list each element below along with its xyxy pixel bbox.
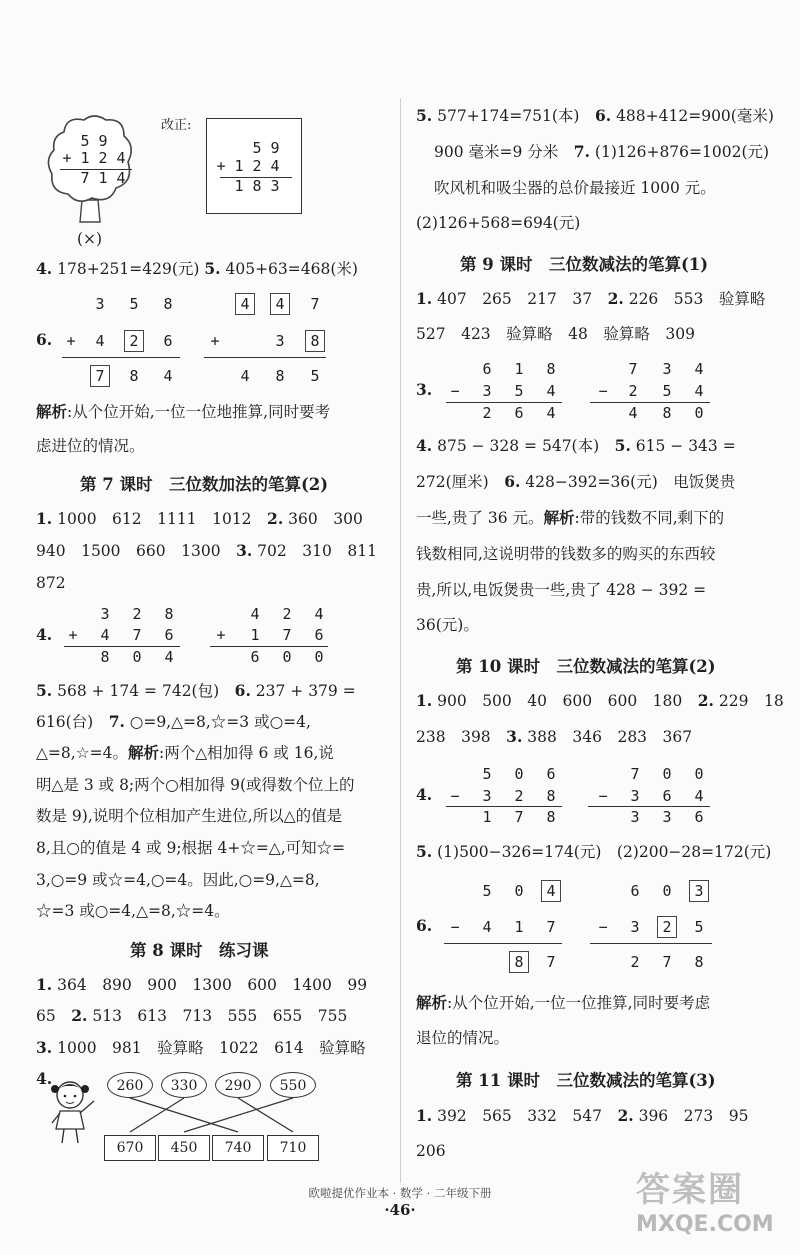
q6a-plus: +: [66, 332, 76, 350]
s7-line-11: 3,○=9 或☆=4,○=4。因此,○=9,△=8,: [36, 871, 320, 889]
s9-3b-r3-d1: 4: [628, 404, 638, 422]
q6b-r3-d1: 4: [240, 367, 250, 385]
q6-analysis-line2: 虑进位的情况。: [36, 437, 145, 455]
s7-q2-num: 2.: [267, 509, 284, 528]
s10-6a-r2-d1: 4: [482, 918, 492, 936]
s7-4b-r2-d3: 6: [314, 626, 324, 644]
s10-q2-text: 229 18: [713, 692, 784, 710]
q6a-r3-d3: 4: [163, 367, 173, 385]
s10-analysis-text: :从个位开始,一位一位推算,同时要考虑: [447, 994, 711, 1012]
q6a-r3-d1: 7: [95, 367, 105, 385]
s7-q6-num: 6.: [234, 681, 251, 700]
s7-q6-cont: 616(台): [36, 713, 109, 731]
s10-6a-r3-d2: 8: [514, 953, 524, 971]
s10-q3-text: 388 346 283 367: [522, 728, 693, 746]
r-q6-cont: 900 毫米=9 分米: [434, 143, 574, 161]
girl-illustration: [44, 1075, 100, 1147]
section-heading-lesson-10: 第 10 课时 三位数减法的笔算(2): [456, 657, 716, 676]
s11-line-1: [416, 1106, 748, 1126]
oval-330: 330: [161, 1072, 207, 1098]
r-line-2: [434, 142, 769, 162]
r-line-4: (2)126+568=694(元): [416, 214, 581, 232]
s8-q1-text: 364 890 900 1300 600 1400 99: [52, 976, 368, 994]
r-line-1: [416, 106, 774, 126]
q6-num: 6.: [36, 330, 53, 349]
s9-line-4: [416, 436, 736, 456]
r-q7-num: 7.: [573, 142, 590, 161]
oval-290: 290: [215, 1072, 261, 1098]
s9-q1-text: 407 265 217 37: [432, 290, 608, 308]
s9-3b-minus: −: [598, 382, 608, 400]
q6b-r3-d2: 8: [275, 367, 285, 385]
s9-line-8: 贵,所以,电饭煲贵一些,贵了 428 − 392 =: [416, 581, 707, 599]
s9-q2-num: 2.: [607, 289, 624, 308]
s8-q4-num: 4.: [36, 1069, 53, 1088]
s9-q4-num: 4.: [416, 436, 433, 455]
q6b-rule: [204, 357, 326, 358]
rect-710: 710: [267, 1135, 319, 1161]
section-heading-lesson-8: 第 8 课时 练习课: [130, 941, 269, 960]
s7-q1-text: 1000 612 1111 1012: [52, 510, 268, 528]
s10-6a-minus: −: [450, 918, 460, 936]
s10-4a-minus: −: [450, 787, 460, 805]
s10-6b-r2-d2: 2: [662, 918, 672, 936]
rect-740: 740: [212, 1135, 264, 1161]
s8-q2-num: 2.: [71, 1006, 88, 1025]
s9-q2-text: 226 553 验算略: [623, 290, 766, 308]
oval-550: 550: [270, 1072, 316, 1098]
s7-q7-text: ○=9,△=8,☆=3 或○=4,: [124, 713, 311, 731]
s10-q5-text: (1)500−326=174(元) (2)200−28=172(元): [432, 843, 772, 861]
s10-6b-r2-d3: 5: [694, 918, 704, 936]
r-q6-text: 488+412=900(毫米): [611, 107, 774, 125]
s9-3b-r1-d3: 4: [694, 360, 704, 378]
s7-line-8: 明△是 3 或 8;两个○相加得 9(或得数个位上的: [36, 776, 355, 794]
analysis-text: :从个位开始,一位一位地推算,同时要考: [67, 403, 331, 421]
q5-text: 405+63=468(米): [220, 260, 358, 278]
r-line-3: 吹风机和吸尘器的总价最接近 1000 元。: [434, 179, 716, 197]
s10-4b-r2-d2: 6: [662, 787, 672, 805]
s7-q7-cont: △=8,☆=4。: [36, 744, 128, 762]
s7-4b-r3-d2: 0: [282, 648, 292, 666]
tree-calc-r1-d1: 5: [80, 132, 90, 150]
tree-calc-r3-d3: 4: [116, 169, 126, 187]
s9-q6-text: 428−392=36(元) 电饭煲贵: [520, 473, 736, 491]
s9-q4-text: 875 − 328 = 547(本): [432, 437, 615, 455]
s7-4a-r3-d1: 8: [100, 648, 110, 666]
s8-line-2: [36, 1006, 347, 1026]
s10-analysis-line1: [416, 993, 710, 1013]
s10-analysis-line2: 退位的情况。: [416, 1029, 510, 1047]
s10-6b-r1-d1: 6: [630, 882, 640, 900]
analysis-label: 解析: [127, 743, 159, 762]
s7-line-5: [36, 681, 356, 701]
s10-4b-r3-d2: 3: [662, 808, 672, 826]
s7-q2-cont: 940 1500 660 1300: [36, 542, 237, 560]
s10-4a-r1-d2: 0: [514, 765, 524, 783]
s7-4b-r2-d2: 7: [282, 626, 292, 644]
s9-3a-r2-d2: 5: [514, 382, 524, 400]
s9-line-6: [416, 508, 724, 528]
s9-3b-r2-d3: 4: [694, 382, 704, 400]
q6a-r3-d2: 8: [129, 367, 139, 385]
analysis-label: 解析: [36, 402, 68, 421]
s9-q6-num: 6.: [504, 472, 521, 491]
s10-q3-num: 3.: [506, 727, 523, 746]
s7-line-6: [36, 712, 311, 732]
s7-4a-r2-d2: 7: [132, 626, 142, 644]
s7-4a-r3-d3: 4: [164, 648, 174, 666]
q4-text: 178+251=429(元): [52, 260, 205, 278]
s9-3b-r1-d1: 7: [628, 360, 638, 378]
s9-3b-r2-d1: 2: [628, 382, 638, 400]
rect-450: 450: [158, 1135, 210, 1161]
r-q7-text: (1)126+876=1002(元): [589, 143, 770, 161]
s7-line-9: 数是 9),说明个位相加产生进位,所以△的值是: [36, 807, 343, 825]
s7-4b-r1-d2: 2: [282, 605, 292, 623]
r-q6-num: 6.: [594, 106, 612, 125]
s7-q3-text: 702 310 811: [252, 542, 377, 560]
analysis-label: 解析: [543, 508, 575, 527]
fix-r1-d1: 5: [252, 139, 262, 157]
q6b-r2-d3: 8: [310, 332, 320, 350]
tree-calc-r2-d3: 4: [116, 149, 126, 167]
s7-line-12: ☆=3 或○=4,△=8,☆=4。: [36, 902, 230, 920]
s7-line-2: [36, 541, 377, 561]
fix-plus: +: [216, 157, 226, 175]
s7-line-10: 8,且○的值是 4 或 9;根据 4+☆=△,可知☆=: [36, 839, 346, 857]
tree-mark: (×): [77, 230, 103, 248]
fix-label: 改正:: [161, 118, 192, 133]
q4-num: 4.: [36, 259, 53, 278]
s7-4b-r1-d1: 4: [250, 605, 260, 623]
oval-260: 260: [107, 1072, 153, 1098]
s10-4a-r2-d1: 3: [482, 787, 492, 805]
s8-line-1: [36, 975, 367, 995]
s9-q1-num: 1.: [416, 289, 433, 308]
s10-4a-r2-d2: 2: [514, 787, 524, 805]
s10-6a-r3-d3: 7: [546, 953, 556, 971]
s8-line-3: [36, 1038, 366, 1058]
s10-6a-rule: [444, 943, 562, 944]
s10-4b-r1-d1: 7: [630, 765, 640, 783]
s10-4a-r2-d3: 8: [546, 787, 556, 805]
fix-r3-d1: 1: [234, 177, 244, 195]
fix-r2-d1: 1: [234, 157, 244, 175]
s10-q1-text: 900 500 40 600 600 180: [432, 692, 698, 710]
s10-q2-num: 2.: [697, 691, 714, 710]
s7-4b-r3-d1: 6: [250, 648, 260, 666]
q6b-plus: +: [210, 332, 220, 350]
s9-line-9: 36(元)。: [416, 616, 479, 634]
q6a-r2-d3: 6: [163, 332, 173, 350]
s7-q3-num: 3.: [236, 541, 253, 560]
q6a-rule: [62, 357, 180, 358]
s10-6b-r3-d2: 7: [662, 953, 672, 971]
s9-3a-r3-d3: 4: [546, 404, 556, 422]
q5-num: 5.: [204, 259, 221, 278]
s9-3a-r2-d3: 4: [546, 382, 556, 400]
fix-r3-d3: 3: [270, 177, 280, 195]
s9-q3-num: 3.: [416, 380, 433, 399]
s10-q1-num: 1.: [416, 691, 433, 710]
footer-book-title: 欧啦提优作业本 · 数学 · 二年级下册: [308, 1186, 492, 1200]
s10-4a-r3-d2: 7: [514, 808, 524, 826]
s7-q6-text: 237 + 379 =: [250, 682, 356, 700]
s10-q4-num: 4.: [416, 785, 433, 804]
analysis-label: 解析: [416, 993, 448, 1012]
tree-calc-r1-d2: 9: [98, 132, 108, 150]
s9-3a-r1-d1: 6: [482, 360, 492, 378]
s10-line-2: [416, 727, 692, 747]
s7-analysis-text: :两个△相加得 6 或 16,说: [158, 744, 334, 762]
s10-6a-r2-d3: 7: [546, 918, 556, 936]
s10-q2-cont: 238 398: [416, 728, 507, 746]
s9-3a-r2-d1: 3: [482, 382, 492, 400]
tree-calc-r2-d1: 1: [80, 149, 90, 167]
s7-4a-r1-d3: 8: [164, 605, 174, 623]
s7-4a-r2-d1: 4: [100, 626, 110, 644]
q6a-r1-d2: 5: [129, 295, 139, 313]
s7-4a-r1-d1: 3: [100, 605, 110, 623]
s10-4b-r1-d2: 0: [662, 765, 672, 783]
s10-6b-r1-d3: 3: [694, 882, 704, 900]
s9-3a-r3-d1: 2: [482, 404, 492, 422]
s10-4b-r1-d3: 0: [694, 765, 704, 783]
page-number: ·46·: [384, 1201, 416, 1219]
s10-6a-r1-d1: 5: [482, 882, 492, 900]
section-heading-lesson-9: 第 9 课时 三位数减法的笔算(1): [460, 255, 709, 274]
q6-analysis-line1: [36, 402, 330, 422]
s9-line-7: 钱数相同,这说明带的钱数多的购买的东西较: [416, 545, 716, 563]
s9-3a-minus: −: [450, 382, 460, 400]
s10-4a-r1-d3: 6: [546, 765, 556, 783]
s7-line-3: 872: [36, 574, 66, 592]
s10-6a-r1-d3: 4: [546, 882, 556, 900]
s9-3b-r3-d3: 0: [694, 404, 704, 422]
s8-q3-num: 3.: [36, 1038, 53, 1057]
s7-4b-r2-d1: 1: [250, 626, 260, 644]
tree-calc-r2-d2: 2: [98, 149, 108, 167]
s11-q1-text: 392 565 332 547: [432, 1107, 618, 1125]
q6b-r2-d2: 3: [275, 332, 285, 350]
fix-r2-d3: 4: [270, 157, 280, 175]
tree-calc-plus: +: [62, 149, 72, 167]
s9-3a-r1-d2: 1: [514, 360, 524, 378]
s9-3b-r3-d2: 8: [662, 404, 672, 422]
s10-6b-rule: [590, 943, 712, 944]
s10-4b-r3-d3: 6: [694, 808, 704, 826]
s8-q1-num: 1.: [36, 975, 53, 994]
s7-4b-r3-d3: 0: [314, 648, 324, 666]
s11-q2-num: 2.: [617, 1106, 634, 1125]
s10-q5-num: 5.: [416, 842, 433, 861]
tree-calc-r3-d2: 1: [98, 169, 108, 187]
s9-q6-cont: 一些,贵了 36 元。: [416, 509, 544, 527]
s9-3a-r3-d2: 6: [514, 404, 524, 422]
s10-q6-num: 6.: [416, 916, 433, 935]
section-heading-lesson-7: 第 7 课时 三位数加法的笔算(2): [80, 475, 329, 494]
s7-q4-num: 4.: [36, 625, 53, 644]
s10-4a-r3-d3: 8: [546, 808, 556, 826]
fix-r2-d2: 2: [252, 157, 262, 175]
s8-q1-cont: 65: [36, 1007, 72, 1025]
s9-analysis-text: :带的钱数不同,剩下的: [574, 509, 725, 527]
s7-4b-plus: +: [216, 626, 226, 644]
s10-4b-r2-d3: 4: [694, 787, 704, 805]
s7-4a-r2-d3: 6: [164, 626, 174, 644]
q6a-r1-d1: 3: [95, 295, 105, 313]
s9-line-5: [416, 472, 735, 492]
s10-4b-r3-d1: 3: [630, 808, 640, 826]
s7-4a-plus: +: [68, 626, 78, 644]
watermark-logo-text: 答案圈: [636, 1170, 744, 1210]
s9-q5-cont: 272(厘米): [416, 473, 505, 491]
s10-6a-r2-d2: 1: [514, 918, 524, 936]
s10-6b-r3-d1: 2: [630, 953, 640, 971]
s9-3b-r2-d2: 5: [662, 382, 672, 400]
s10-6b-r3-d3: 8: [694, 953, 704, 971]
s10-4b-minus: −: [598, 787, 608, 805]
q6b-r1-d3: 7: [310, 295, 320, 313]
s10-4a-r1-d1: 5: [482, 765, 492, 783]
s9-3b-r1-d2: 3: [662, 360, 672, 378]
r-q5-text: 577+174=751(本): [432, 107, 595, 125]
s7-q1-num: 1.: [36, 509, 53, 528]
q6a-r2-d2: 2: [129, 332, 139, 350]
s7-q5-text: 568 + 174 = 742(包): [52, 682, 235, 700]
s9-line-1: [416, 289, 765, 309]
s7-line-1: [36, 509, 363, 529]
s9-3a-r1-d3: 8: [546, 360, 556, 378]
s7-4a-r1-d2: 2: [132, 605, 142, 623]
watermark-logo: [636, 1162, 786, 1210]
s7-4a-r3-d2: 0: [132, 648, 142, 666]
s9-q5-text: 615 − 343 =: [630, 437, 736, 455]
s11-line-2: 206: [416, 1142, 446, 1160]
s7-q2-text: 360 300: [283, 510, 363, 528]
rect-670: 670: [104, 1135, 156, 1161]
s10-line-1: [416, 691, 784, 711]
q6a-r2-d1: 4: [95, 332, 105, 350]
tree-calc-r3-d1: 7: [80, 169, 90, 187]
fix-r1-d2: 9: [270, 139, 280, 157]
watermark-url: MXQE.COM: [636, 1212, 774, 1237]
q6a-r1-d3: 8: [163, 295, 173, 313]
s10-6a-r1-d2: 0: [514, 882, 524, 900]
s9-q5-num: 5.: [614, 436, 631, 455]
q6b-r1-d2: 4: [275, 295, 285, 313]
s8-q2-text: 513 613 713 555 655 755: [87, 1007, 348, 1025]
s9-line-2: 527 423 验算略 48 验算略 309: [416, 325, 695, 343]
column-divider: [400, 98, 401, 1183]
q6b-r3-d3: 5: [310, 367, 320, 385]
q4-q5-line: [36, 259, 358, 279]
s10-line-5: [416, 842, 771, 862]
s10-4b-r2-d1: 3: [630, 787, 640, 805]
s7-line-7: [36, 743, 334, 763]
fix-r3-d2: 8: [252, 177, 262, 195]
s11-q2-text: 396 273 95: [633, 1107, 749, 1125]
section-heading-lesson-11: 第 11 课时 三位数减法的笔算(3): [456, 1071, 716, 1090]
s7-4b-r1-d3: 4: [314, 605, 324, 623]
s8-q3-text: 1000 981 验算略 1022 614 验算略: [52, 1039, 366, 1057]
s7-q7-num: 7.: [108, 712, 125, 731]
s10-6b-r1-d2: 0: [662, 882, 672, 900]
s10-6b-minus: −: [598, 918, 608, 936]
s7-q5-num: 5.: [36, 681, 53, 700]
s11-q1-num: 1.: [416, 1106, 433, 1125]
r-q5-num: 5.: [416, 106, 433, 125]
s10-4a-r3-d1: 1: [482, 808, 492, 826]
s10-6b-r2-d1: 3: [630, 918, 640, 936]
q6b-r1-d1: 4: [240, 295, 250, 313]
